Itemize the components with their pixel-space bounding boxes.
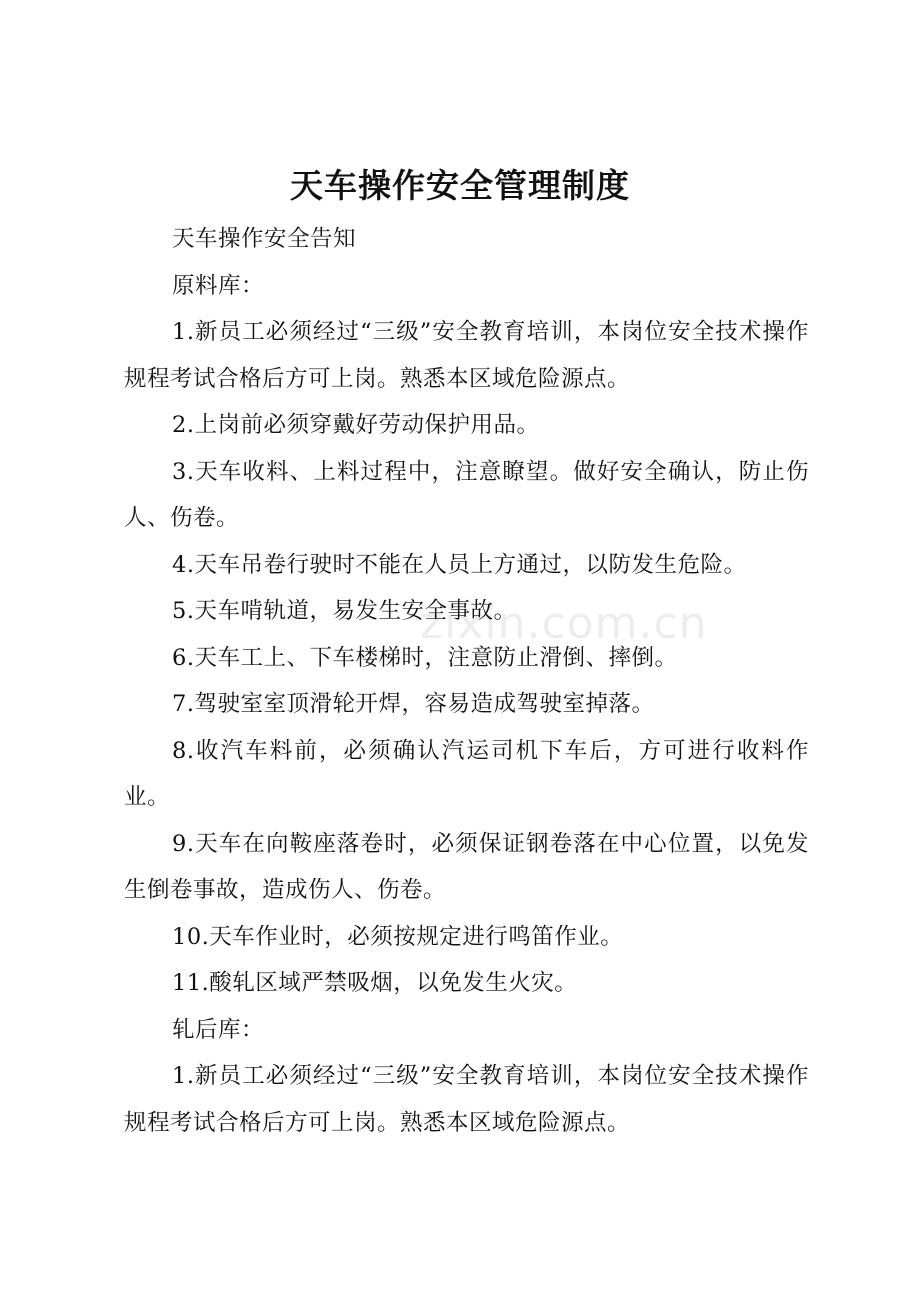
- watermark-text: zixin.com.cn: [420, 598, 708, 649]
- paragraph-item: 11.酸轧区域严禁吸烟，以免发生火灾。: [172, 970, 578, 996]
- paragraph-section-post-rolling: 轧后库：: [172, 1016, 265, 1043]
- paragraph-item: 10.天车作业时，必须按规定进行鸣笛作业。: [172, 923, 624, 950]
- paragraph-item: 8.收汽车料前，必须确认汽运司机下车后，方可进行收料作业。: [124, 737, 809, 810]
- paragraph-item: 2.上岗前必须穿戴好劳动保护用品。: [172, 412, 540, 438]
- document-title: 天车操作安全管理制度: [290, 166, 630, 205]
- paragraph-item: 6.天车工上、下车楼梯时，注意防止滑倒、摔倒。: [172, 644, 678, 671]
- paragraph-item: 1.新员工必须经过“三级”安全教育培训，本岗位安全技术操作规程考试合格后方可上岗。熟悉本区域危险源点。: [124, 1063, 809, 1136]
- paragraph-section-raw-material: 原料库：: [172, 272, 265, 299]
- document-body: [124, 216, 809, 1146]
- paragraph-item: 3.天车收料、上料过程中，注意瞭望。做好安全确认，防止伤人、伤卷。: [124, 458, 809, 531]
- paragraph-item: 4.天车吊卷行驶时不能在人员上方通过，以防发生危险。: [172, 551, 747, 578]
- paragraph-item: 7.驾驶室室顶滑轮开焊，容易造成驾驶室掉落。: [172, 691, 655, 717]
- paragraph-item: 1.新员工必须经过“三级”安全教育培训，本岗位安全技术操作规程考试合格后方可上岗。熟悉本区域危险源点。: [124, 319, 809, 392]
- paragraph-notice-heading: 天车操作安全告知: [172, 226, 357, 252]
- paragraph-item: 5.天车啃轨道，易发生安全事故。: [172, 598, 517, 624]
- paragraph-item: 9.天车在向鞍座落卷时，必须保证钢卷落在中心位置，以免发生倒卷事故，造成伤人、伤卷。: [124, 830, 809, 903]
